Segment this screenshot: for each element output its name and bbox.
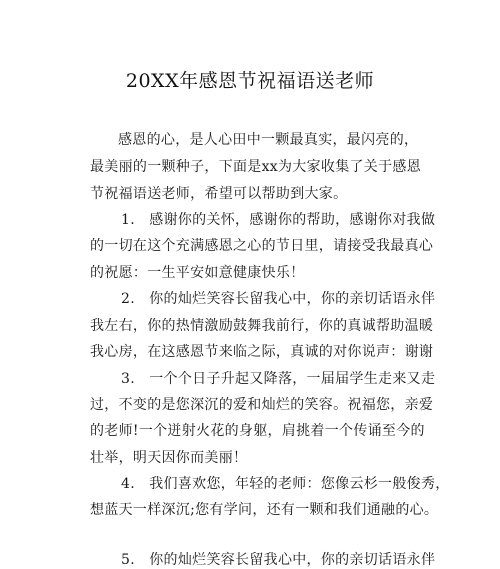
document-title: 20XX年感恩节祝福语送老师 (125, 70, 375, 92)
paragraph-line: 过，不变的是您深沉的爱和灿烂的笑容。祝福您，亲爱 (90, 397, 434, 413)
paragraph-line: 的一切在这个充满感恩之心的节日里，请接受我最真心 (90, 238, 434, 254)
paragraph-line: 1. 感谢你的关怀，感谢你的帮助，感谢你对我做 (121, 212, 436, 228)
paragraph-line: 最美丽的一颗种子，下面是xx为大家收集了关于感恩 (90, 159, 421, 175)
paragraph-line: 5. 你的灿烂笑容长留我心中，你的亲切话语永伴 (121, 552, 436, 568)
paragraph-line: 的祝愿：一生平安如意健康快乐！ (90, 265, 305, 281)
paragraph-line: 的老师!一个迸射火花的身躯，肩挑着一个传诵至今的 (90, 423, 425, 439)
paragraph-line: 3. 一个个日子升起又降落，一届届学生走来又走 (121, 371, 436, 387)
paragraph-line: 我心房，在这感恩节来临之际，真诚的对你说声：谢谢 (90, 344, 434, 360)
paragraph-line: 2. 你的灿烂笑容长留我心中，你的亲切话语永伴 (121, 291, 436, 307)
paragraph-line: 想蓝天一样深沉;您有学问，还有一颗和我们通融的心。 (90, 502, 439, 518)
paragraph-line: 4. 我们喜欢您，年轻的老师：您像云杉一般俊秀， (121, 476, 450, 492)
paragraph-line: 节祝福语送老师，希望可以帮助到大家。 (90, 186, 348, 202)
paragraph-line: 感恩的心，是人心田中一颗最真实，最闪亮的， (118, 132, 419, 148)
paragraph-line: 壮举，明天因你而美丽！ (90, 450, 248, 466)
paragraph-line: 我左右，你的热情激励鼓舞我前行，你的真诚帮助温暖 (90, 318, 434, 334)
